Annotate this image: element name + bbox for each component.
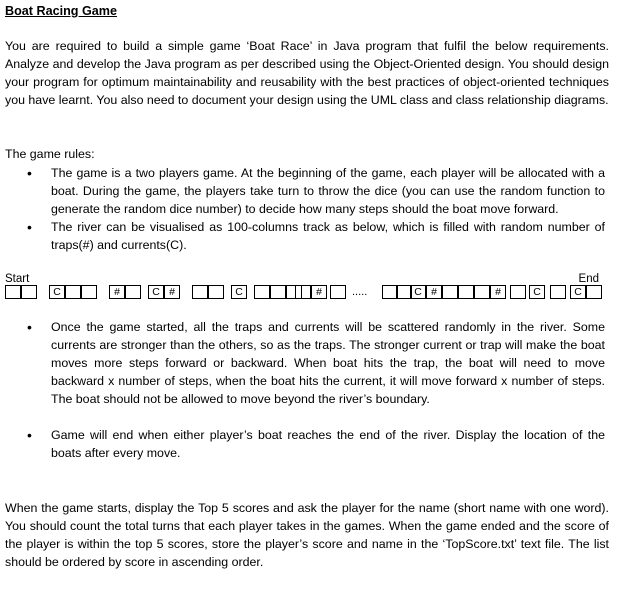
track-cell [192,285,208,299]
rules-list-bottom [0,318,605,462]
track-cell: C [410,285,426,299]
track-cell [125,285,141,299]
rule-item: • Game will end when either player’s boat reaches the end of the river. Display the location of the boats after every move. [0,426,605,462]
track-cell [474,285,490,299]
track-start-label: Start [5,273,30,285]
track-ellipsis: ..... [352,286,368,298]
rule-item: • The game is a two players game. At the beginning of the game, each player will be allocated with a boat. During the game, the players take turn to throw the dice (you can use the random function to generate the random dice number) to decide how many steps should the boat move forward. [0,164,605,218]
track-cell [295,285,311,299]
track-cell: C [148,285,164,299]
rules-list-top [0,164,605,254]
rule-item: • The river can be visualised as 100-columns track as below, which is filled with random number of traps(#) and currents(C). [0,218,605,254]
track-cell: # [426,285,442,299]
track-cell [5,285,21,299]
track-cell [330,285,346,299]
track-cell: # [109,285,125,299]
track-cell: # [490,285,506,299]
river-track [5,285,605,299]
rule-item: • Once the game started, all the traps and currents will be scattered randomly in the river. Some currents are stronger than the others, so as the traps. The stronger current or trap will make the boat moves more steps forward or backward. When boat hits the trap, the boat will need to move backward x number of steps, when the boat hits the current, it will move forward x number of steps. The boat should not be allowed to move beyond the river’s boundary. [0,318,605,408]
track-cell [458,285,474,299]
track-cell [550,285,566,299]
track-cell [586,285,602,299]
track-cell: C [570,285,586,299]
closing-paragraph: When the game starts, display the Top 5 scores and ask the player for the name (short name with one word). You should count the total turns that each player takes in the games. When the game ended and the score of the player is within the top 5 scores, store the player’s score and name in the ‘TopScore.txt’ text file. The list should be ordered by score in ascending order. [5,501,609,569]
track-cell: # [311,285,327,299]
rules-heading: The game rules: [5,147,95,161]
track-cell [442,285,458,299]
track-cell: C [529,285,545,299]
track-cell [81,285,97,299]
track-cell [510,285,526,299]
track-end-label: End [578,273,599,285]
intro-paragraph: You are required to build a simple game ‘Boat Race’ in Java program that fulfil the below requirements. Analyze and develop the Java program as per described using the Object-Oriented design. You should design your program for optimum maintainability and reusability with the best practices of object-oriented techniques you have learnt. You also need to document your design using the UML class and class relationship diagrams. [5,39,609,107]
track-cell [65,285,81,299]
document-title: Boat Racing Game [5,4,117,18]
track-cell [254,285,270,299]
track-cell [208,285,224,299]
track-cell: # [164,285,180,299]
track-cell: C [231,285,247,299]
track-cell [21,285,37,299]
track-cell: C [49,285,65,299]
track-cell [270,285,286,299]
